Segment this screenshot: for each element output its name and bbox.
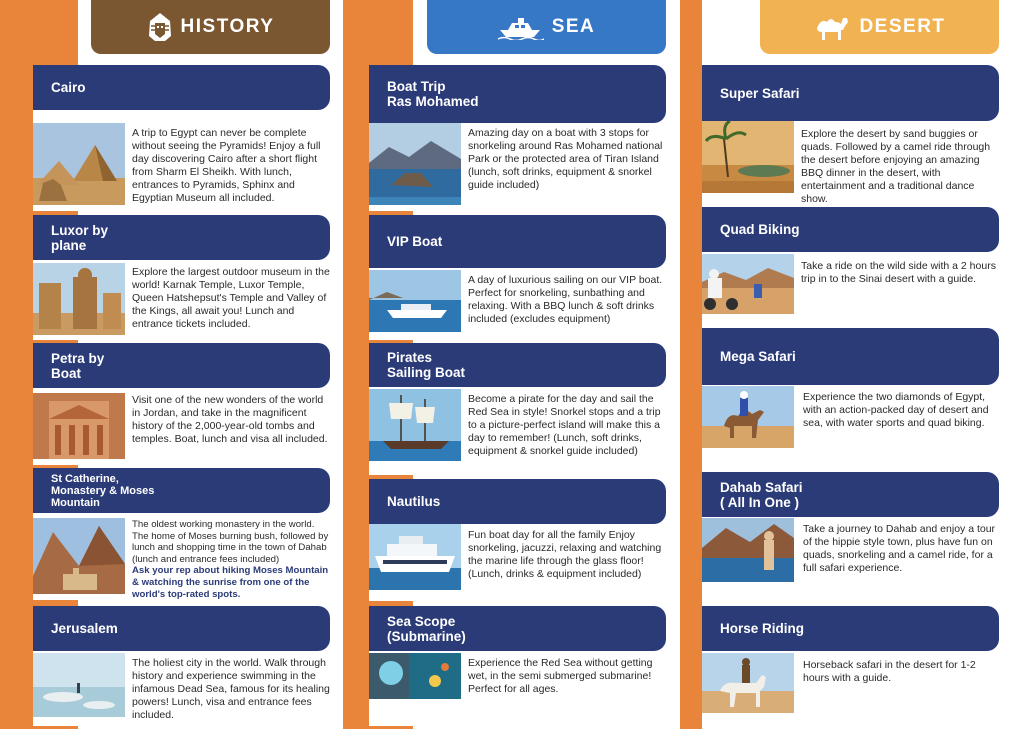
card-st-catherine[interactable] bbox=[33, 468, 330, 600]
card-dahab-safari[interactable] bbox=[702, 472, 999, 594]
card-title-bar bbox=[369, 479, 666, 524]
card-title: Petra by Boat bbox=[51, 350, 105, 381]
card-title: VIP Boat bbox=[387, 234, 443, 249]
card-description: Explore the desert by sand buggies or quads. Followed by a camel ride through the desert before enjoying an amazing BBQ dinner in the desert, with entertainment and a traditional dance show. bbox=[801, 128, 991, 205]
sea-title: SEA bbox=[551, 16, 596, 37]
card-title: Nautilus bbox=[387, 494, 441, 509]
card-title-bar bbox=[369, 215, 666, 268]
nautilus-boat-image bbox=[369, 524, 461, 590]
card-description: Horseback safari in the desert for 1-2 hours with a guide. bbox=[803, 659, 976, 684]
card-super-safari[interactable] bbox=[702, 65, 999, 205]
dead-sea-image bbox=[33, 653, 125, 717]
history-column bbox=[0, 0, 343, 729]
card-description-text: The oldest working monastery in the world. The home of Moses burning bush, followed by lunch and shopping time in the town of Dahab (lunch and entrance fees included) bbox=[132, 519, 329, 565]
card-description: A trip to Egypt can never be complete without seeing the Pyramids! Enjoy a full day discovering Cairo after a short flight from Sharm El Sheikh. With lunch, entrances to Pyramids, Sphinx and Egyptian Museum all included. bbox=[132, 127, 321, 204]
card-cairo[interactable] bbox=[33, 65, 330, 211]
card-title-bar bbox=[369, 606, 666, 651]
card-luxor[interactable] bbox=[33, 215, 330, 340]
card-description: Experience the Red Sea without getting wet, in the semi submerged submarine! Perfect for all ages. bbox=[468, 657, 653, 695]
card-title: Boat Trip Ras Mohamed bbox=[387, 79, 479, 109]
card-title: Quad Biking bbox=[720, 222, 800, 237]
card-title-bar bbox=[33, 606, 330, 651]
desert-header bbox=[760, 0, 999, 54]
desert-oasis-image bbox=[702, 121, 794, 193]
history-title: HISTORY bbox=[180, 16, 275, 37]
cairo-pyramids-image bbox=[33, 123, 125, 205]
card-title: Jerusalem bbox=[51, 621, 118, 636]
card-horse-riding[interactable] bbox=[702, 606, 999, 726]
card-title: Luxor by plane bbox=[51, 222, 109, 253]
camel-rider-image bbox=[702, 386, 794, 448]
card-description: Visit one of the new wonders of the world in Jordan, and take in the magnificent history of the 2,000-year-old tombs and temples. Boat, lunch and visa all included. bbox=[132, 394, 328, 445]
card-description: The holiest city in the world. Walk through history and experience swimming in the infamous Dead Sea, famous for its healing powers! Lunch, visa and entrance fees included. bbox=[132, 657, 330, 721]
desert-title: DESERT bbox=[859, 16, 946, 37]
card-title-bar bbox=[702, 328, 999, 385]
horse-rider-image bbox=[702, 653, 794, 713]
quad-biking-image bbox=[702, 254, 794, 314]
card-title: St Catherine, Monastery & Moses Mountain bbox=[51, 472, 155, 509]
card-description: Become a pirate for the day and sail the Red Sea in style! Snorkel stops and a trip to a picture-perfect island will make this a day to remember! (Lunch, soft drinks, equipment & snorkel guide included) bbox=[468, 393, 661, 457]
card-title: Dahab Safari ( All In One ) bbox=[720, 479, 803, 510]
card-title-bar bbox=[702, 207, 999, 252]
camel-icon bbox=[813, 12, 851, 42]
card-title: Horse Riding bbox=[720, 621, 805, 636]
petra-treasury-image bbox=[33, 393, 125, 459]
card-title: Cairo bbox=[51, 80, 86, 95]
pharaoh-icon bbox=[147, 12, 173, 42]
card-ras-mohamed[interactable] bbox=[369, 65, 666, 211]
luxor-statues-image bbox=[33, 263, 125, 335]
submarine-underwater-image bbox=[369, 653, 461, 699]
vip-boat-image bbox=[369, 270, 461, 332]
card-jerusalem[interactable] bbox=[33, 606, 330, 726]
card-pirates-sailing-boat[interactable] bbox=[369, 343, 666, 475]
card-description: Fun boat day for all the family Enjoy snorkeling, jacuzzi, relaxing and watching the marine life through the glass floor! (Lunch, drinks & equipment included) bbox=[468, 529, 662, 580]
history-header bbox=[91, 0, 330, 54]
dahab-coast-image bbox=[702, 518, 794, 582]
card-description: A day of luxurious sailing on our VIP boat. Perfect for snorkeling, sunbathing and relaxing. With a BBQ lunch & soft drinks included (excludes equipment) bbox=[468, 274, 663, 325]
card-title-bar bbox=[33, 468, 330, 513]
ras-mohamed-image bbox=[369, 123, 461, 205]
card-vip-boat[interactable] bbox=[369, 215, 666, 340]
card-title-bar bbox=[702, 606, 999, 651]
card-title-bar bbox=[33, 215, 330, 260]
desert-column bbox=[680, 0, 1024, 729]
sea-header bbox=[427, 0, 666, 54]
card-description bbox=[132, 519, 330, 600]
card-title-bar bbox=[33, 343, 330, 388]
card-title-bar bbox=[702, 65, 999, 121]
card-title: Super Safari bbox=[720, 85, 800, 101]
card-highlight: Ask your rep about hiking Moses Mountain & watching the sunrise from one of the world's top-rated spots. bbox=[132, 565, 329, 600]
card-title: Sea Scope (Submarine) bbox=[387, 613, 466, 644]
card-description: Take a ride on the wild side with a 2 hours trip in to the Sinai desert with a guide. bbox=[801, 260, 996, 285]
card-description: Amazing day on a boat with 3 stops for snorkeling around Ras Mohamed national Park or the protected area of Tiran Island (lunch, soft drinks, equipment & snorkel guide included) bbox=[468, 127, 663, 191]
card-title: Mega Safari bbox=[720, 349, 796, 364]
card-title-bar bbox=[369, 343, 666, 387]
card-petra[interactable] bbox=[33, 343, 330, 465]
card-mega-safari[interactable] bbox=[702, 328, 999, 452]
card-nautilus[interactable] bbox=[369, 479, 666, 601]
card-title-bar bbox=[369, 65, 666, 123]
st-catherine-monastery-image bbox=[33, 518, 125, 594]
card-description: Take a journey to Dahab and enjoy a tour of the hippie style town, plus have fun on quads, snorkeling and a camel ride, for a full safari experience. bbox=[803, 523, 996, 574]
card-title-bar bbox=[702, 472, 999, 517]
card-description: Experience the two diamonds of Egypt, with an action-packed day of desert and sea, with water sports and quad biking. bbox=[803, 391, 989, 429]
boat-icon bbox=[498, 14, 544, 40]
card-description: Explore the largest outdoor museum in the world! Karnak Temple, Luxor Temple, Queen Hatshepsut's Temple and Valley of the Kings, all await you! Lunch and entrance tickets included. bbox=[132, 266, 330, 330]
card-sea-scope[interactable] bbox=[369, 606, 666, 726]
card-quad-biking[interactable] bbox=[702, 207, 999, 325]
card-title: Pirates Sailing Boat bbox=[387, 350, 466, 380]
card-title-bar bbox=[33, 65, 330, 110]
sea-column bbox=[343, 0, 680, 729]
pirate-ship-image bbox=[369, 389, 461, 461]
